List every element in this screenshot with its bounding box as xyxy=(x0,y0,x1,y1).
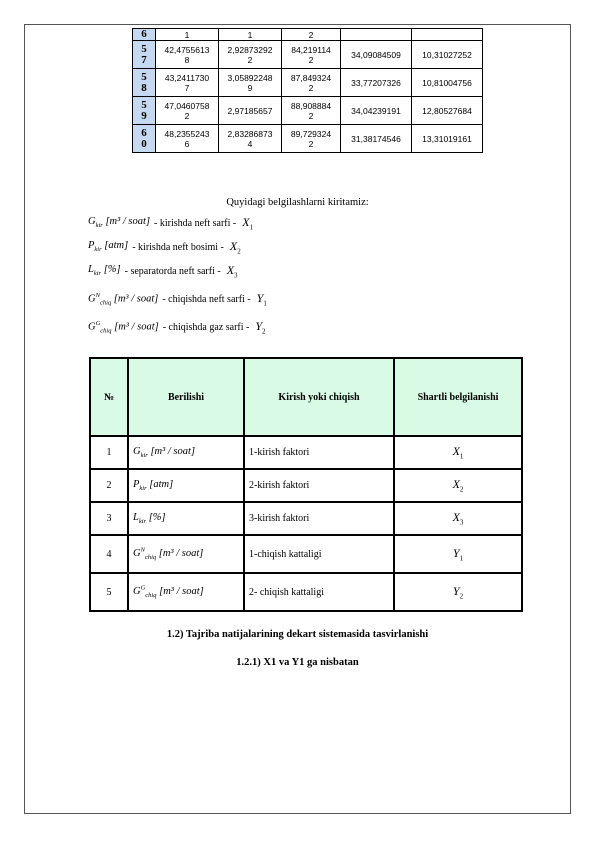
variable-symbol: $Y_2$ xyxy=(255,318,266,336)
header-notation: Shartli belgilanishi xyxy=(394,358,522,436)
table-row xyxy=(133,29,483,41)
table-cell: 2,92873292 2 xyxy=(219,41,282,69)
intro-text: Quyidagi belgilashlarni kiritamiz: xyxy=(226,197,369,208)
formula-cell: $G^G_{chiq}$ [m³ / soat] xyxy=(128,573,244,611)
table-cell: 1 xyxy=(156,29,219,41)
definition-text: - kirishda neft bosimi - xyxy=(132,241,224,253)
definition-line xyxy=(88,261,238,281)
row-number: 4 xyxy=(90,535,128,573)
table-cell: 47,0460758 2 xyxy=(156,97,219,125)
definition-line xyxy=(88,237,241,257)
row-index: 6 0 xyxy=(133,125,156,153)
factor-cell: 2- chiqish kattaligi xyxy=(244,573,394,611)
variable-symbol: $X_2$ xyxy=(229,238,241,256)
definition-text: - separatorda neft sarfi - xyxy=(124,265,221,277)
table-cell: 2 xyxy=(282,29,341,41)
notation-cell: $Y_2$ xyxy=(394,573,522,611)
definition-line xyxy=(88,213,253,233)
formula-cell: $G^N_{chiq}$ [m³ / soat] xyxy=(128,535,244,573)
table-cell: 1 xyxy=(219,29,282,41)
row-number: 5 xyxy=(90,573,128,611)
table-cell: 13,31019161 xyxy=(412,125,483,153)
subsection-caption: 1.2.1) X1 va Y1 ga nisbatan xyxy=(236,657,359,668)
results-table xyxy=(132,28,483,153)
notation-cell: $X_3$ xyxy=(394,502,522,535)
table-cell xyxy=(341,29,412,41)
formula-cell: $G_{kir}$ [m³ / soat] xyxy=(128,436,244,469)
formula-cell: $P_{kir}$ [atm] xyxy=(128,469,244,502)
table-cell: 88,908884 2 xyxy=(282,97,341,125)
definition-line xyxy=(88,317,266,337)
table-cell: 34,09084509 xyxy=(341,41,412,69)
formula-l-kir: $L_{kir}$ [%] xyxy=(88,264,121,278)
table-cell: 3,05892248 9 xyxy=(219,69,282,97)
table-row xyxy=(90,535,522,573)
table-row xyxy=(133,41,483,69)
formula-cell: $L_{kir}$ [%] xyxy=(128,502,244,535)
notation-cell: $X_2$ xyxy=(394,469,522,502)
row-number: 3 xyxy=(90,502,128,535)
factor-cell: 2-kirish faktori xyxy=(244,469,394,502)
variable-symbol: $Y_1$ xyxy=(256,290,267,308)
table-cell: 12,80527684 xyxy=(412,97,483,125)
table-cell: 84,219114 2 xyxy=(282,41,341,69)
row-index: 5 9 xyxy=(133,97,156,125)
formula-g-chiq-neft: $G^N_{chiq}$ [m³ / soat] xyxy=(88,291,159,307)
formula-g-kir: $G_{kir}$ [m³ / soat] xyxy=(88,216,151,230)
table-cell: 43,2411730 7 xyxy=(156,69,219,97)
factor-cell: 1-kirish faktori xyxy=(244,436,394,469)
formula-p-kir: $P_{kir}$ [atm] xyxy=(88,240,129,254)
header-input-output: Kirish yoki chiqish xyxy=(244,358,394,436)
table-row xyxy=(90,469,522,502)
table-cell: 48,2355243 6 xyxy=(156,125,219,153)
table-cell: 2,83286873 4 xyxy=(219,125,282,153)
row-number: 1 xyxy=(90,436,128,469)
table-row xyxy=(133,97,483,125)
table-row xyxy=(133,125,483,153)
table-cell: 89,729324 2 xyxy=(282,125,341,153)
row-number: 2 xyxy=(90,469,128,502)
variable-symbol: $X_3$ xyxy=(226,262,238,280)
definition-text: - chiqishda gaz sarfi - xyxy=(162,321,250,333)
table-cell: 33,77207326 xyxy=(341,69,412,97)
table-cell: 87,849324 2 xyxy=(282,69,341,97)
notation-cell: $Y_1$ xyxy=(394,535,522,573)
factor-cell: 3-kirish faktori xyxy=(244,502,394,535)
table-header-row xyxy=(90,358,522,436)
definition-text: - kirishda neft sarfi - xyxy=(154,217,237,229)
table-row xyxy=(133,69,483,97)
definition-text: - chiqishda neft sarfi - xyxy=(162,293,251,305)
variable-symbol: $X_1$ xyxy=(242,214,254,232)
header-given: Berilishi xyxy=(128,358,244,436)
row-index: 5 8 xyxy=(133,69,156,97)
table-cell: 10,31027252 xyxy=(412,41,483,69)
formula-g-chiq-gaz: $G^G_{chiq}$ [m³ / soat] xyxy=(88,319,159,335)
table-cell: 34,04239191 xyxy=(341,97,412,125)
table-cell: 31,38174546 xyxy=(341,125,412,153)
row-index: 6 xyxy=(133,29,156,41)
table-row xyxy=(90,502,522,535)
table-cell: 2,97185657 xyxy=(219,97,282,125)
table-row xyxy=(90,573,522,611)
notation-cell: $X_1$ xyxy=(394,436,522,469)
table-cell: 10,81004756 xyxy=(412,69,483,97)
section-caption: 1.2) Tajriba natijalarining dekart sistemasida tasvirlanishi xyxy=(166,629,429,640)
row-index: 5 7 xyxy=(133,41,156,69)
notation-table xyxy=(89,357,523,612)
definition-line xyxy=(88,289,267,309)
header-number: № xyxy=(90,358,128,436)
table-row xyxy=(90,436,522,469)
table-cell xyxy=(412,29,483,41)
table-cell: 42,4755613 8 xyxy=(156,41,219,69)
factor-cell: 1-chiqish kattaligi xyxy=(244,535,394,573)
